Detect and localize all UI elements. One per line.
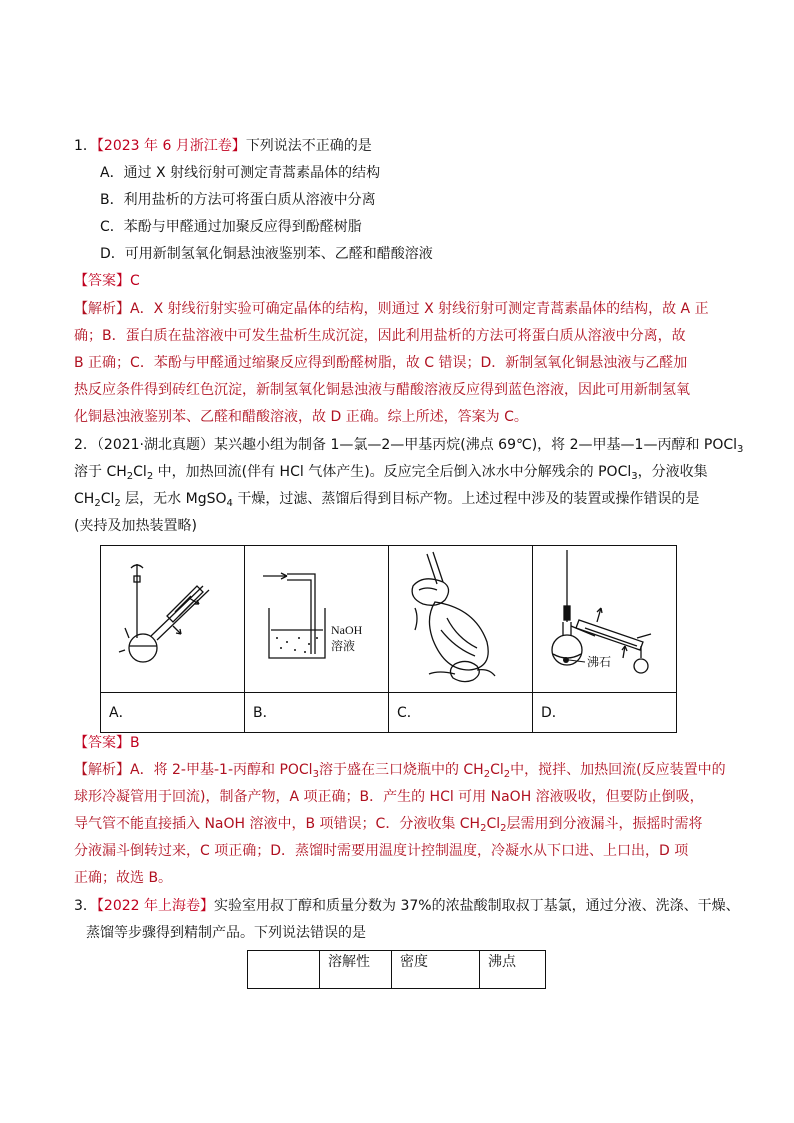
q3-stem-line-1 [74,897,740,915]
q1-option-d: D．可用新制氢氧化铜悬浊液鉴别苯、乙醛和醋酸溶液 [100,246,433,262]
table-header-blank [248,951,320,988]
explain-text: Cl [486,816,501,832]
label-b: B． [245,693,389,733]
q1-explain-line-3: B 正确；C．苯酚与甲醛通过缩聚反应得到酚醛树脂，故 C 错误；D．新制氢氧化铜悬浊液与乙醛加 [74,355,688,371]
q2-text: 干燥，过滤、蒸馏后得到目标产物。上述过程中涉及的装置或操作错误的是 [232,491,700,507]
q1-explain-line-4: 热反应条件得到砖红色沉淀，新制氢氧化铜悬浊液与醋酸溶液反应得到蓝色溶液，因此可用新制氢氧 [74,382,690,398]
q2-number: 2． [74,437,97,453]
q1-stem-text: 下列说法不正确的是 [245,138,372,154]
q1-source: 【2023 年 6 月浙江卷】 [96,138,246,154]
label-c: C． [389,693,533,733]
q2-text: 层，无水 MgSO [120,491,227,507]
label-a: A． [101,693,245,733]
explain-text: 导气管不能直接插入 NaOH 溶液中，B 项错误；C．分液收集 CH [74,816,481,832]
subscript: 2 [503,769,511,780]
q3-stem-line-2: 蒸馏等步骤得到精制产品。下列说法错误的是 [86,925,366,941]
q2-text: Cl [100,491,115,507]
q3-text: 实验室用叔丁醇和质量分数为 37%的浓盐酸制取叔丁基氯，通过分液、洗涤、干燥、 [214,898,740,914]
answer-tag: 【答案】 [74,273,130,289]
label-d: D． [541,705,566,721]
reflux-apparatus-figure [101,546,245,692]
answer-tag: 【答案】 [74,735,130,751]
distillation-figure [533,546,677,692]
q1-answer [74,272,714,290]
table-header-density: 密度 [392,951,480,988]
q2-explain-line-3 [74,815,714,833]
q2-text: 溶于 CH [74,464,127,480]
apparatus-c-cell [389,546,533,692]
q1-number: 1． [74,138,97,154]
explain-text: A．将 2-甲基-1-丙醇和 POCl [130,762,313,778]
apparatus-d-cell [533,546,677,692]
subscript: 2 [500,823,507,834]
subscript: 2 [480,823,487,834]
q2-text: （2021·湖北真题）某兴趣小组为制备 1—氯—2—甲基丙烷(沸点 69℃)，将 2—甲基—1—丙醇和 POCl [96,437,738,453]
explain-text: 层需用到分液漏斗，振摇时需将 [506,816,703,832]
q1-explain-line-5: 化铜悬浊液鉴别苯、乙醛和醋酸溶液，故 D 正确。综上所述，答案为 C。 [74,409,528,425]
properties-table [247,950,546,989]
q1-explain-line-1 [74,300,714,318]
apparatus-label-row [101,692,676,733]
q2-answer [74,734,714,752]
explain-tag: 【解析】 [74,762,130,778]
solution-label: 溶液 [331,639,356,653]
subscript: 4 [226,498,233,509]
q2-explain-line-4: 分液漏斗倒转过来，C 项正确；D．蒸馏时需要用温度计控制温度，冷凝水从下口进、上口出，D 项 [74,843,689,859]
subscript: 3 [631,471,638,482]
boiling-stone-label: 沸石 [587,655,612,669]
answer-value: B [130,735,140,751]
apparatus-b-cell [245,546,389,692]
naoh-beaker-figure [245,546,389,692]
answer-value: C [130,273,140,289]
subscript: 3 [312,769,319,780]
explain-text: Cl [490,762,504,778]
apparatus-table [100,545,677,733]
q1-option-c: C．苯酚与甲醛通过加聚反应得到酚醛树脂 [100,219,362,235]
q2-stem-line-4: (夹持及加热装置略) [74,518,197,534]
q1-stem [74,137,714,155]
table-header-boiling-point: 沸点 [488,954,516,970]
q2-text: CH [74,491,95,507]
subscript: 2 [146,471,154,482]
explain-text: A．X 射线衍射实验可确定晶体的结构，则通过 X 射线衍射可测定青蒿素晶体的结构，故 A 正 [130,301,709,317]
q2-stem-line-1 [74,436,744,455]
q2-stem-line-2 [74,463,714,481]
explain-text: 中，搅拌、加热回流(反应装置中的 [510,762,726,778]
q3-number: 3． [74,898,97,914]
q1-option-b: B．利用盐析的方法可将蛋白质从溶液中分离 [100,192,376,208]
q2-explain-line-2: 球形冷凝管用于回流)，制备产物，A 项正确；B．产生的 HCl 可用 NaOH 溶液吸收，但要防止倒吸， [74,789,704,805]
q2-text: Cl [133,464,147,480]
q2-explain-line-5: 正确；故选 B。 [74,870,173,886]
subscript: 2 [126,471,134,482]
q2-text: 中，加热回流(伴有 HCl 气体产生)。反应完全后倒入冰水中分解残余的 POCl [153,464,632,480]
subscript: 3 [737,444,744,455]
naoh-label: NaOH [331,623,363,637]
q1-explain-line-2: 确；B．蛋白质在盐溶液中可发生盐析生成沉淀，因此利用盐析的方法可将蛋白质从溶液中分离，故 [74,328,686,344]
explain-tag: 【解析】 [74,301,130,317]
apparatus-a-cell [101,546,245,692]
q1-option-a: A．通过 X 射线衍射可测定青蒿素晶体的结构 [100,165,381,181]
q2-text: ，分液收集 [637,464,708,480]
explain-text: 溶于盛在三口烧瓶中的 CH [318,762,484,778]
q2-stem-line-3 [74,490,714,508]
subscript: 2 [94,498,101,509]
subscript: 2 [114,498,121,509]
subscript: 2 [483,769,491,780]
q3-source: 【2022 年上海卷】 [96,898,215,914]
separatory-funnel-figure [389,546,533,692]
table-header-solubility: 溶解性 [320,951,392,988]
q2-explain-line-1 [74,761,726,780]
